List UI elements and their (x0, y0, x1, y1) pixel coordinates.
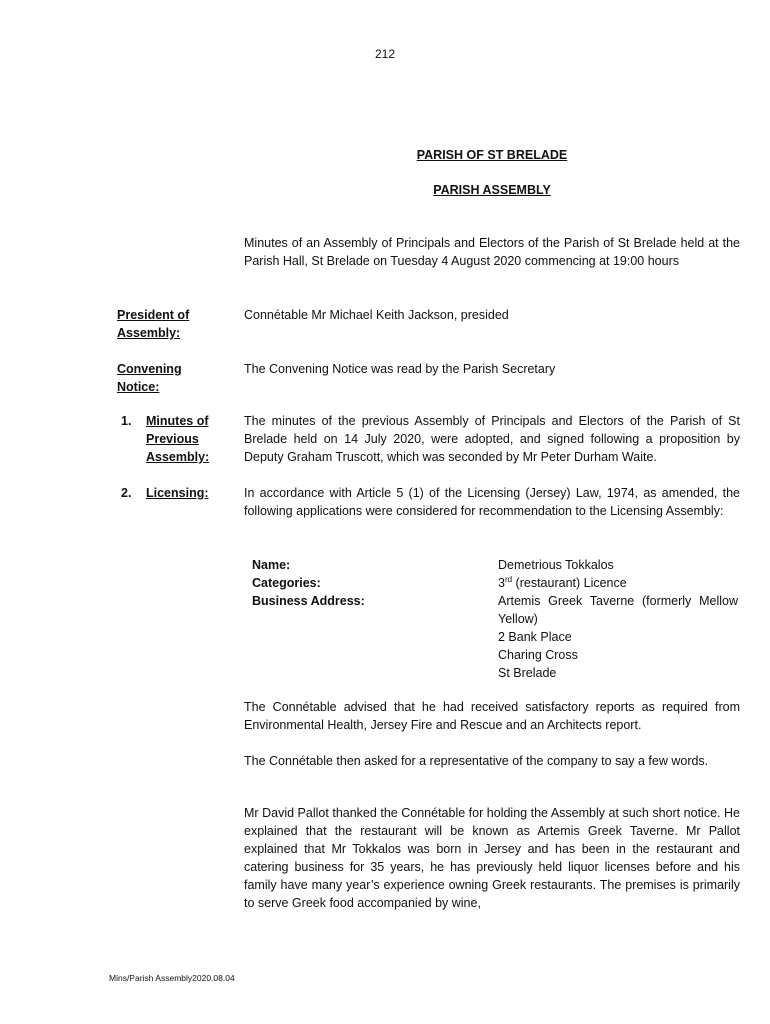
application-categories-value: 3rd (restaurant) Licence (498, 574, 627, 590)
item-1-number: 1. (121, 414, 132, 428)
intro-paragraph: Minutes of an Assembly of Principals and Electors of the Parish of St Brelade held at the Parish Hall, St Brelade on Tuesday 4 August 2020 commencing at 19:00 hours (244, 236, 740, 268)
application-name-value: Demetrious Tokkalos (498, 558, 614, 572)
licensing-paragraph-1: The Connétable advised that he had received satisfactory reports as required from Environmental Health, Jersey Fire and Rescue and an Architects report. (244, 700, 740, 732)
application-address-value: Artemis Greek Taverne (formerly Mellow Yellow) 2 Bank Place Charing Cross St Brelade (498, 594, 738, 680)
item-1-text: The minutes of the previous Assembly of Principals and Electors of the Parish of St Brelade held on 14 July 2020, were adopted, and signed following a proposition by Deputy Graham Truscott, which was seconded by Mr Peter Durham Waite. (244, 414, 740, 464)
item-1-label: Minutes of Previous Assembly: (146, 414, 210, 464)
footer-reference: Mins/Parish Assembly2020.08.04 (109, 973, 235, 983)
item-2-label: Licensing: (146, 486, 209, 500)
document-subtitle: PARISH ASSEMBLY (433, 183, 551, 197)
licensing-paragraph-3: Mr David Pallot thanked the Connétable for holding the Assembly at such short notice. He explained that the restaurant will be known as Artemis Greek Taverne. Mr Pallot explained that Mr Tokkalos was born in Jersey and has been in the restaurant and catering business for 35 years, he has previously held liquor licenses before and his family have many year’s experience owning Greek restaurants. The premises is primarily to serve Greek food accompanied by wine, (244, 806, 740, 910)
document-title: PARISH OF ST BRELADE (416, 148, 568, 162)
convening-label: Convening Notice: (117, 362, 182, 394)
convening-text: The Convening Notice was read by the Parish Secretary (244, 362, 556, 376)
application-address-label: Business Address: (252, 594, 365, 608)
president-label: President of Assembly: (117, 308, 190, 340)
item-2-number: 2. (121, 486, 132, 500)
licensing-paragraph-2: The Connétable then asked for a representative of the company to say a few words. (244, 754, 709, 768)
president-text: Connétable Mr Michael Keith Jackson, presided (244, 308, 509, 322)
item-2-text: In accordance with Article 5 (1) of the Licensing (Jersey) Law, 1974, as amended, the following applications were considered for recommendation to the Licensing Assembly: (244, 486, 740, 518)
page-number: 212 (374, 47, 396, 61)
application-categories-label: Categories: (252, 576, 321, 590)
application-name-label: Name: (252, 558, 291, 572)
